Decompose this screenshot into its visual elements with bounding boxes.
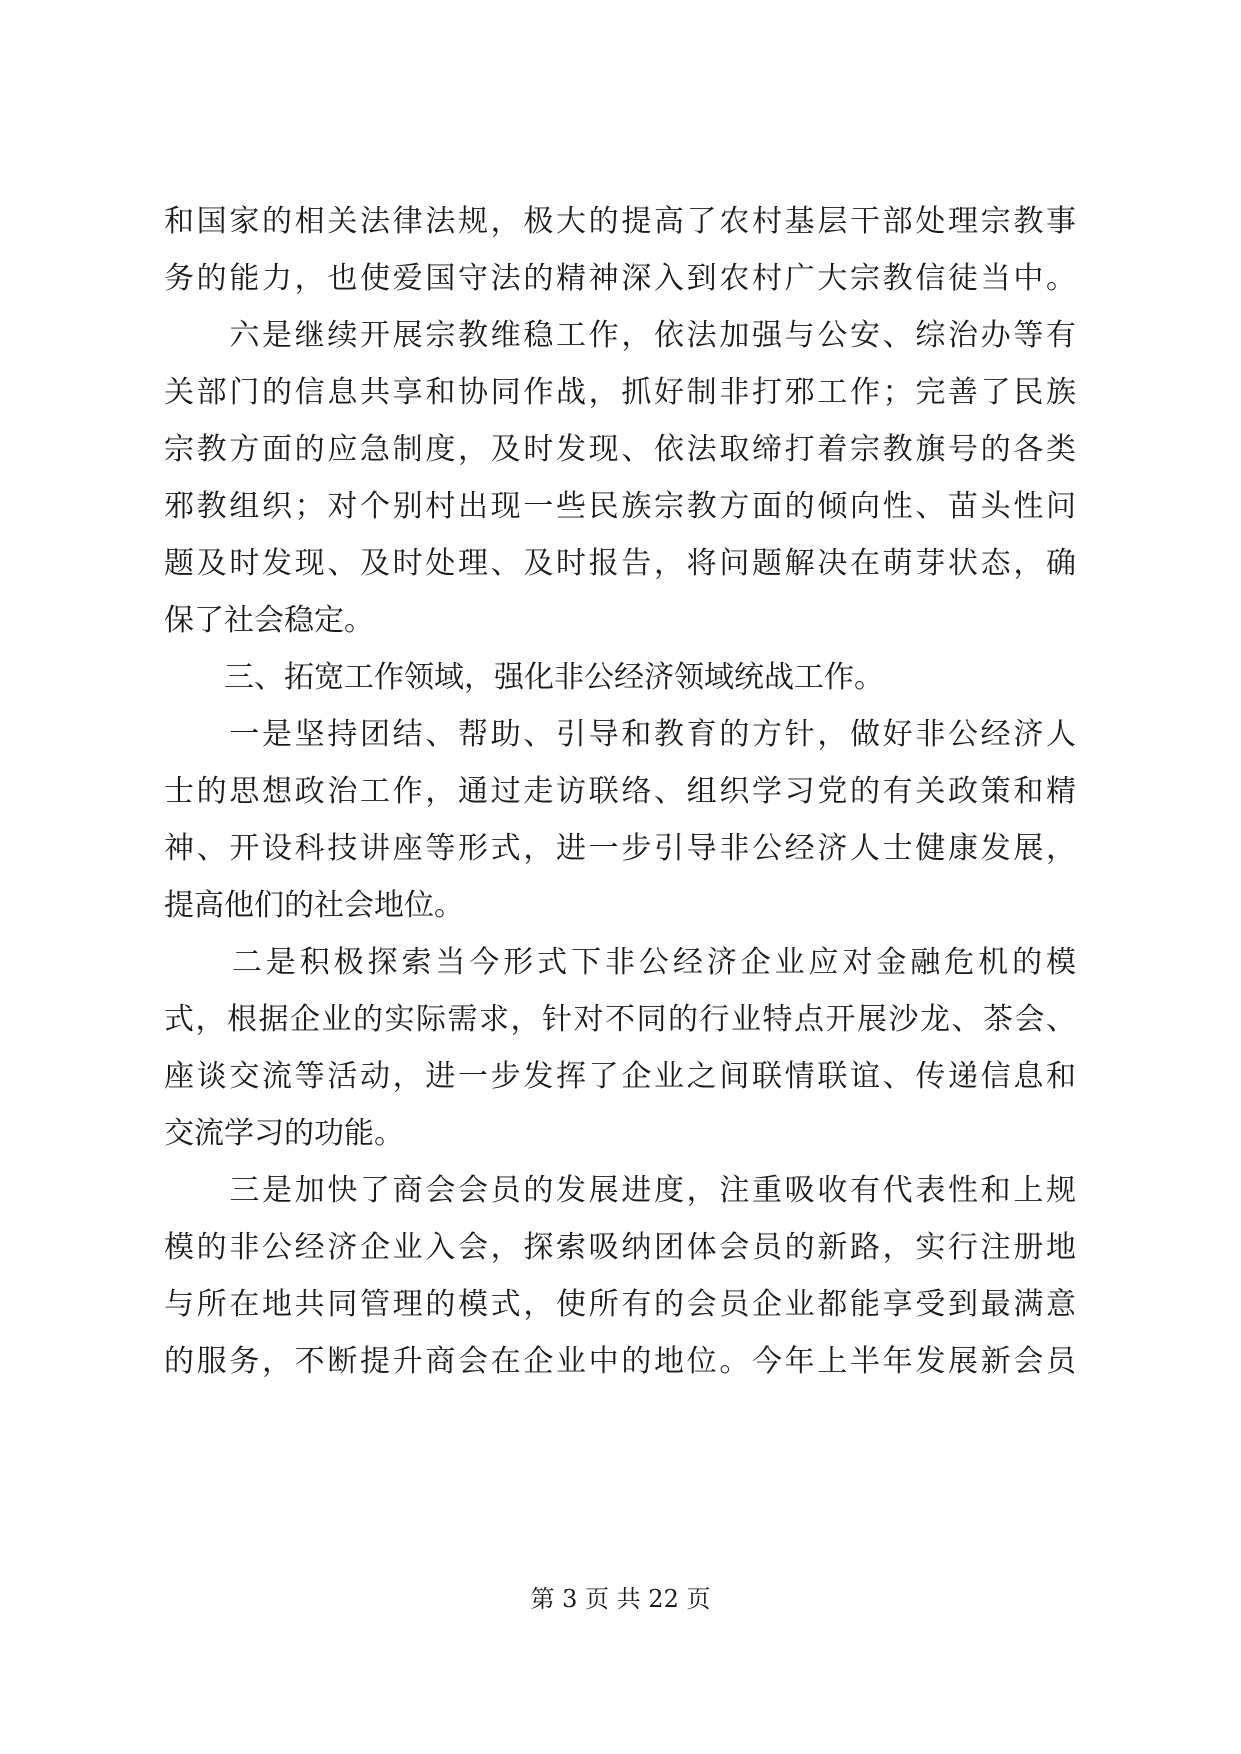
text-line: 保了社会稳定。 bbox=[164, 603, 374, 638]
text-line: 的服务，不断提升商会在企业中的地位。今年上半年发展新会员 bbox=[164, 1344, 1076, 1379]
text-line: 题及时发现、及时处理、及时报告，将问题解决在萌芽状态，确 bbox=[164, 546, 1076, 581]
text-line: 邪教组织；对个别村出现一些民族宗教方面的倾向性、苗头性问 bbox=[164, 489, 1076, 524]
text-line: 和国家的相关法律法规，极大的提高了农村基层干部处理宗教事 bbox=[164, 204, 1076, 239]
text-line: 提高他们的社会地位。 bbox=[164, 888, 464, 923]
text-line: 六是继续开展宗教维稳工作，依法加强与公安、综治办等有 bbox=[164, 318, 1076, 353]
text-line: 式，根据企业的实际需求，针对不同的行业特点开展沙龙、茶会、 bbox=[164, 1002, 1076, 1037]
text-line: 一是坚持团结、帮助、引导和教育的方针，做好非公经济人 bbox=[164, 717, 1076, 752]
text-line: 三是加快了商会会员的发展进度，注重吸收有代表性和上规 bbox=[164, 1173, 1076, 1208]
text-line: 座谈交流等活动，进一步发挥了企业之间联情联谊、传递信息和 bbox=[164, 1059, 1076, 1094]
text-line: 二是积极探索当今形式下非公经济企业应对金融危机的模 bbox=[164, 945, 1076, 980]
text-line: 与所在地共同管理的模式，使所有的会员企业都能享受到最满意 bbox=[164, 1287, 1076, 1322]
text-line: 模的非公经济企业入会，探索吸纳团体会员的新路，实行注册地 bbox=[164, 1230, 1076, 1265]
text-line: 关部门的信息共享和协同作战，抓好制非打邪工作；完善了民族 bbox=[164, 375, 1076, 410]
text-line: 务的能力，也使爱国守法的精神深入到农村广大宗教信徒当中。 bbox=[164, 261, 1076, 296]
text-line: 士的思想政治工作，通过走访联络、组织学习党的有关政策和精 bbox=[164, 774, 1076, 809]
section-heading: 三、拓宽工作领域，强化非公经济领域统战工作。 bbox=[164, 660, 884, 695]
text-line: 宗教方面的应急制度，及时发现、依法取缔打着宗教旗号的各类 bbox=[164, 432, 1076, 467]
text-line: 神、开设科技讲座等形式，进一步引导非公经济人士健康发展， bbox=[164, 831, 1076, 866]
text-line: 交流学习的功能。 bbox=[164, 1116, 404, 1151]
page-number-footer: 第 3 页 共 22 页 bbox=[530, 1585, 711, 1613]
